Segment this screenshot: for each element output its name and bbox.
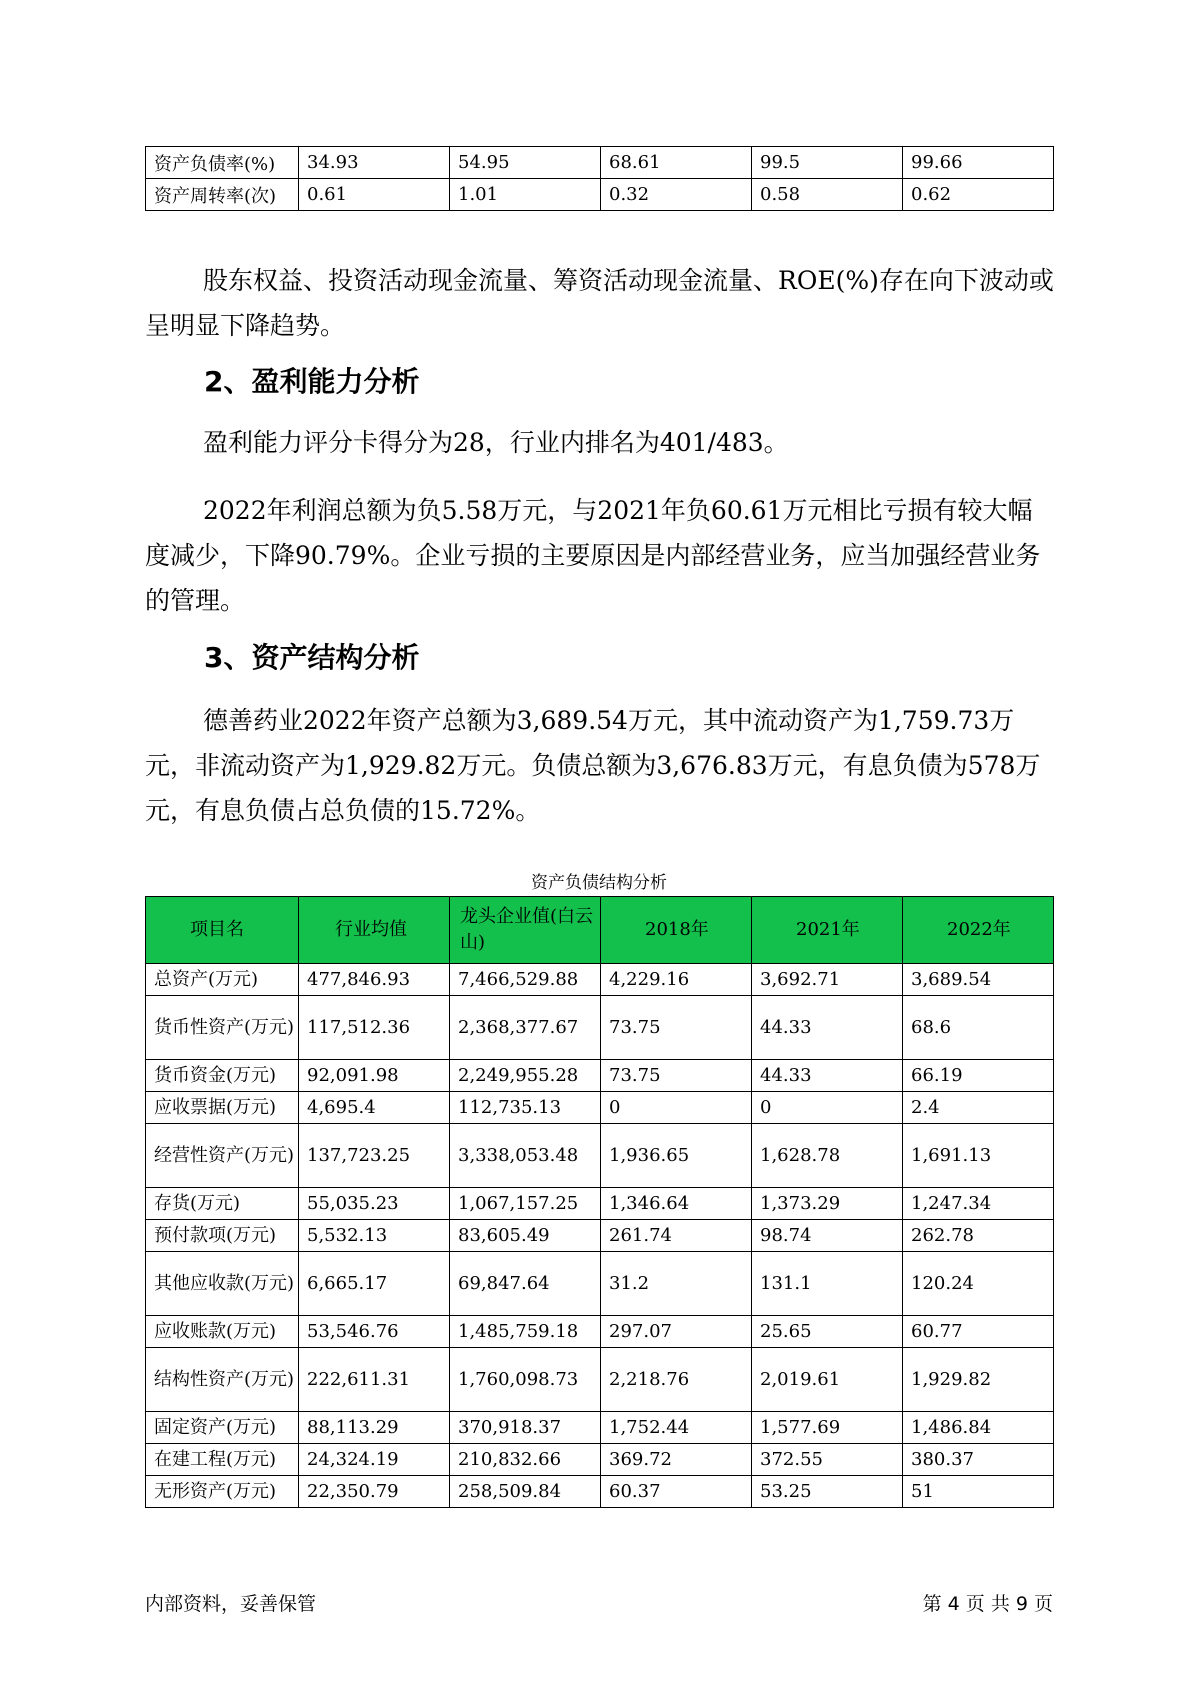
table-row xyxy=(146,964,1054,996)
row-label: 固定资产(万元) xyxy=(146,1412,299,1444)
table-cell: 资产负债率(%) xyxy=(146,147,299,179)
row-label: 在建工程(万元) xyxy=(146,1444,299,1476)
table-row xyxy=(146,1348,1054,1412)
table-cell: 55,035.23 xyxy=(299,1188,450,1220)
row-label: 无形资产(万元) xyxy=(146,1476,299,1508)
column-header: 龙头企业值(白云山) xyxy=(450,897,601,964)
table-cell: 1,067,157.25 xyxy=(450,1188,601,1220)
table-row xyxy=(146,1124,1054,1188)
table-row xyxy=(146,179,1054,211)
table-cell: 24,324.19 xyxy=(299,1444,450,1476)
table-cell: 1,346.64 xyxy=(601,1188,752,1220)
table-cell: 261.74 xyxy=(601,1220,752,1252)
table-cell: 68.6 xyxy=(903,996,1054,1060)
table-cell: 222,611.31 xyxy=(299,1348,450,1412)
table-cell: 53,546.76 xyxy=(299,1316,450,1348)
table-cell: 1,936.65 xyxy=(601,1124,752,1188)
table-cell: 51 xyxy=(903,1476,1054,1508)
table-cell: 2,019.61 xyxy=(752,1348,903,1412)
table-row xyxy=(146,147,1054,179)
paragraph-trend: 股东权益、投资活动现金流量、筹资活动现金流量、ROE(%)存在向下波动或呈明显下降趋势。 xyxy=(145,266,1054,340)
table-cell: 44.33 xyxy=(752,1060,903,1092)
table-row xyxy=(146,1444,1054,1476)
row-label: 货币性资产(万元) xyxy=(146,996,299,1060)
table-cell: 6,665.17 xyxy=(299,1252,450,1316)
table-row xyxy=(146,1188,1054,1220)
table-row xyxy=(146,1092,1054,1124)
section-heading-profitability: 2、盈利能力分析 xyxy=(204,365,420,398)
table-cell: 88,113.29 xyxy=(299,1412,450,1444)
table-cell: 44.33 xyxy=(752,996,903,1060)
table-cell: 0.32 xyxy=(601,179,752,211)
table-cell: 370,918.37 xyxy=(450,1412,601,1444)
table-cell: 69,847.64 xyxy=(450,1252,601,1316)
table-cell: 25.65 xyxy=(752,1316,903,1348)
table-cell: 1,752.44 xyxy=(601,1412,752,1444)
table-cell: 0.61 xyxy=(299,179,450,211)
column-header: 2018年 xyxy=(601,897,752,964)
table-row xyxy=(146,1316,1054,1348)
asset-structure-table xyxy=(145,896,1054,1508)
table-row xyxy=(146,1220,1054,1252)
section-heading-asset-structure: 3、资产结构分析 xyxy=(204,641,420,674)
table-cell: 3,338,053.48 xyxy=(450,1124,601,1188)
table-cell: 2,249,955.28 xyxy=(450,1060,601,1092)
row-label: 货币资金(万元) xyxy=(146,1060,299,1092)
table-cell: 53.25 xyxy=(752,1476,903,1508)
paragraph-profit: 2022年利润总额为负5.58万元，与2021年负60.61万元相比亏损有较大幅度减少，下降90.79%。企业亏损的主要原因是内部经营业务，应当加强经营业务的管理。 xyxy=(145,496,1041,615)
row-label: 预付款项(万元) xyxy=(146,1220,299,1252)
table-cell: 31.2 xyxy=(601,1252,752,1316)
table-cell: 资产周转率(次) xyxy=(146,179,299,211)
row-label: 总资产(万元) xyxy=(146,964,299,996)
table-cell: 68.61 xyxy=(601,147,752,179)
table-cell: 73.75 xyxy=(601,1060,752,1092)
table-row xyxy=(146,1060,1054,1092)
column-header: 2021年 xyxy=(752,897,903,964)
row-label: 其他应收款(万元) xyxy=(146,1252,299,1316)
table-cell: 7,466,529.88 xyxy=(450,964,601,996)
footer-confidential: 内部资料，妥善保管 xyxy=(145,1593,317,1615)
table-cell: 54.95 xyxy=(450,147,601,179)
table-cell: 120.24 xyxy=(903,1252,1054,1316)
table-cell: 83,605.49 xyxy=(450,1220,601,1252)
paragraph-score: 盈利能力评分卡得分为28，行业内排名为401/483。 xyxy=(203,428,789,457)
table-cell: 1,929.82 xyxy=(903,1348,1054,1412)
table-cell: 112,735.13 xyxy=(450,1092,601,1124)
table-cell: 372.55 xyxy=(752,1444,903,1476)
table-cell: 60.77 xyxy=(903,1316,1054,1348)
table-cell: 60.37 xyxy=(601,1476,752,1508)
table-cell: 117,512.36 xyxy=(299,996,450,1060)
table-cell: 2,368,377.67 xyxy=(450,996,601,1060)
table-cell: 22,350.79 xyxy=(299,1476,450,1508)
table-cell: 98.74 xyxy=(752,1220,903,1252)
footer-page-number: 第 4 页 共 9 页 xyxy=(922,1593,1053,1615)
table-header-row xyxy=(146,897,1054,964)
table-cell: 2.4 xyxy=(903,1092,1054,1124)
table-cell: 1,485,759.18 xyxy=(450,1316,601,1348)
table-row xyxy=(146,1252,1054,1316)
table-cell: 297.07 xyxy=(601,1316,752,1348)
table-cell: 0.62 xyxy=(903,179,1054,211)
ratio-table xyxy=(145,146,1054,211)
table-row xyxy=(146,996,1054,1060)
table-cell: 2,218.76 xyxy=(601,1348,752,1412)
paragraph-assets: 德善药业2022年资产总额为3,689.54万元，其中流动资产为1,759.73万元，非流动资产为1,929.82万元。负债总额为3,676.83万元，有息负债为578万元，有息负债占总负债的15.72%。 xyxy=(145,706,1041,825)
table-cell: 4,229.16 xyxy=(601,964,752,996)
table-cell: 66.19 xyxy=(903,1060,1054,1092)
column-header: 项目名 xyxy=(146,897,299,964)
table-cell: 1,486.84 xyxy=(903,1412,1054,1444)
table-cell: 3,689.54 xyxy=(903,964,1054,996)
table-cell: 73.75 xyxy=(601,996,752,1060)
table-cell: 380.37 xyxy=(903,1444,1054,1476)
table-cell: 1,577.69 xyxy=(752,1412,903,1444)
row-label: 应收票据(万元) xyxy=(146,1092,299,1124)
table-cell: 34.93 xyxy=(299,147,450,179)
table-cell: 1,628.78 xyxy=(752,1124,903,1188)
table-cell: 99.66 xyxy=(903,147,1054,179)
table-row xyxy=(146,1476,1054,1508)
table-cell: 137,723.25 xyxy=(299,1124,450,1188)
table-cell: 3,692.71 xyxy=(752,964,903,996)
table-cell: 262.78 xyxy=(903,1220,1054,1252)
table-cell: 258,509.84 xyxy=(450,1476,601,1508)
table-cell: 210,832.66 xyxy=(450,1444,601,1476)
table-row xyxy=(146,1412,1054,1444)
table-cell: 92,091.98 xyxy=(299,1060,450,1092)
table-cell: 4,695.4 xyxy=(299,1092,450,1124)
table-cell: 1,691.13 xyxy=(903,1124,1054,1188)
table-cell: 1,373.29 xyxy=(752,1188,903,1220)
table-cell: 1.01 xyxy=(450,179,601,211)
column-header: 行业均值 xyxy=(299,897,450,964)
table-cell: 369.72 xyxy=(601,1444,752,1476)
row-label: 应收账款(万元) xyxy=(146,1316,299,1348)
table-cell: 5,532.13 xyxy=(299,1220,450,1252)
table-cell: 477,846.93 xyxy=(299,964,450,996)
table-caption: 资产负债结构分析 xyxy=(531,873,667,893)
table-cell: 99.5 xyxy=(752,147,903,179)
table-cell: 0 xyxy=(752,1092,903,1124)
table-cell: 1,760,098.73 xyxy=(450,1348,601,1412)
row-label: 存货(万元) xyxy=(146,1188,299,1220)
table-cell: 0.58 xyxy=(752,179,903,211)
table-cell: 0 xyxy=(601,1092,752,1124)
column-header: 2022年 xyxy=(903,897,1054,964)
row-label: 经营性资产(万元) xyxy=(146,1124,299,1188)
row-label: 结构性资产(万元) xyxy=(146,1348,299,1412)
table-cell: 1,247.34 xyxy=(903,1188,1054,1220)
table-cell: 131.1 xyxy=(752,1252,903,1316)
